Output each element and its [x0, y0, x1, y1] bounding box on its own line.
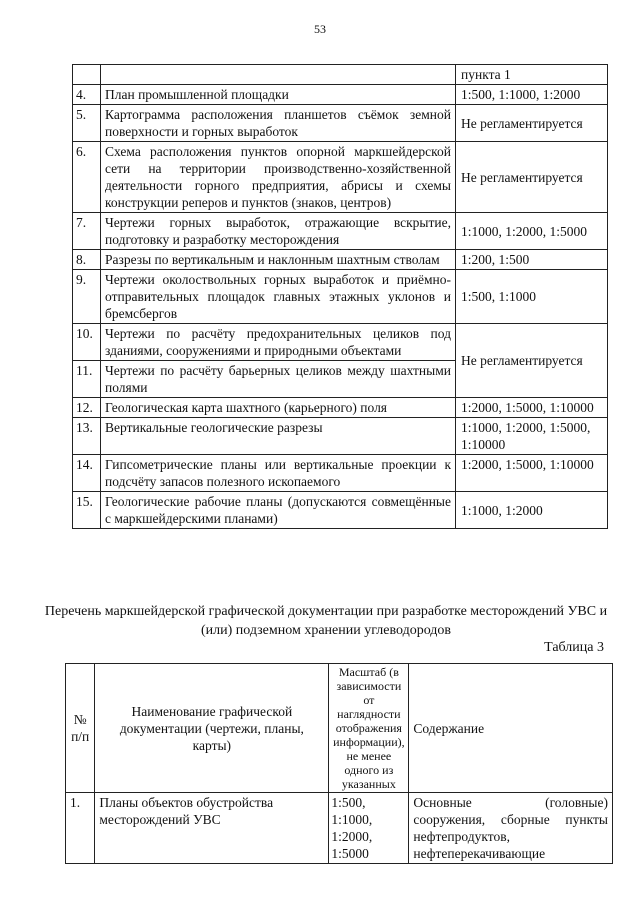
document-name: Схема расположения пунктов опорной маркшейдерской сети на территории производственно-хозяйственной деятельности горного предприятия, абрисы и схемы конструкции реперов и пунктов (знаков, центров) [101, 142, 456, 213]
document-name: Гипсометрические планы или вертикальные проекции к подсчёту запасов полезного ископаемого [101, 455, 456, 492]
header-number: № п/п [66, 664, 95, 793]
row-number: 4. [73, 85, 101, 105]
row-number: 14. [73, 455, 101, 492]
table-row [73, 213, 608, 250]
table-row [66, 793, 613, 864]
section-heading: Перечень маркшейдерской графической документации при разработке месторождений УВС и (или) подземном хранении углеводородов [44, 604, 608, 638]
document-name: Геологическая карта шахтного (карьерного) поля [101, 398, 456, 418]
page-number: 53 [314, 22, 326, 36]
scale-value: 1:200, 1:500 [456, 250, 608, 270]
table-label: Таблица 3 [544, 640, 604, 655]
row-number: 8. [73, 250, 101, 270]
table-row [73, 324, 608, 361]
table-row [73, 65, 608, 85]
header-content: Содержание [409, 664, 613, 793]
scale-value: 1:2000, 1:5000, 1:10000 [456, 455, 608, 492]
document-name: Разрезы по вертикальным и наклонным шахтным стволам [101, 250, 456, 270]
row-number: 7. [73, 213, 101, 250]
table-row [73, 85, 608, 105]
scale-value: 1:2000, 1:5000, 1:10000 [456, 398, 608, 418]
row-number: 1. [66, 793, 95, 864]
document-name: Геологические рабочие планы (допускаются совмещённые с маркшейдерскими планами) [101, 492, 456, 529]
header-scale: Масштаб (в зависимости от наглядности отображения информации), не менее одного из указанных [329, 664, 409, 793]
scale-value: Не регламентируется [456, 105, 608, 142]
document-name: Планы объектов обустройства месторождений УВС [95, 793, 329, 864]
scale-value: Не регламентируется [456, 142, 608, 213]
scales-table-1 [72, 64, 608, 529]
scale-value: 1:1000, 1:2000, 1:5000 [456, 213, 608, 250]
table-header-row [66, 664, 613, 793]
document-name: План промышленной площадки [101, 85, 456, 105]
row-number: 15. [73, 492, 101, 529]
table-row [73, 492, 608, 529]
row-number: 12. [73, 398, 101, 418]
scale-value: 1:500, 1:1000, 1:2000 [456, 85, 608, 105]
document-name: Вертикальные геологические разрезы [101, 418, 456, 455]
scale-value: 1:1000, 1:2000, 1:5000, 1:10000 [456, 418, 608, 455]
row-number: 13. [73, 418, 101, 455]
document-name: Чертежи по расчёту предохранительных целиков под зданиями, сооружениями и природными объектами [101, 324, 456, 361]
table-row [73, 455, 608, 492]
header-name: Наименование графической документации (чертежи, планы, карты) [95, 664, 329, 793]
scale-value: 1:500, 1:1000, 1:2000, 1:5000 [329, 793, 409, 864]
document-name: Чертежи горных выработок, отражающие вскрытие, подготовку и разработку месторождения [101, 213, 456, 250]
row-number: 9. [73, 270, 101, 324]
table-row [73, 398, 608, 418]
scales-table-3 [65, 663, 613, 864]
scale-value: 1:1000, 1:2000 [456, 492, 608, 529]
row-number: 11. [73, 361, 101, 398]
row-number: 6. [73, 142, 101, 213]
document-name: Чертежи околоствольных горных выработок и приёмно-отправительных площадок главных этажных уклонов и бремсбергов [101, 270, 456, 324]
content-value: Основные (головные) сооружения, сборные пункты нефтепродуктов, нефтеперекачивающие [409, 793, 613, 864]
table-row [73, 418, 608, 455]
table-row [73, 142, 608, 213]
table-row [73, 270, 608, 324]
document-name: Картограмма расположения планшетов съёмок земной поверхности и горных выработок [101, 105, 456, 142]
continuation-note: пункта 1 [456, 65, 608, 85]
scale-value: Не регламентируется [456, 324, 608, 398]
row-number: 10. [73, 324, 101, 361]
document-name: Чертежи по расчёту барьерных целиков между шахтными полями [101, 361, 456, 398]
table-row [73, 105, 608, 142]
table-row [73, 250, 608, 270]
row-number: 5. [73, 105, 101, 142]
scale-value: 1:500, 1:1000 [456, 270, 608, 324]
